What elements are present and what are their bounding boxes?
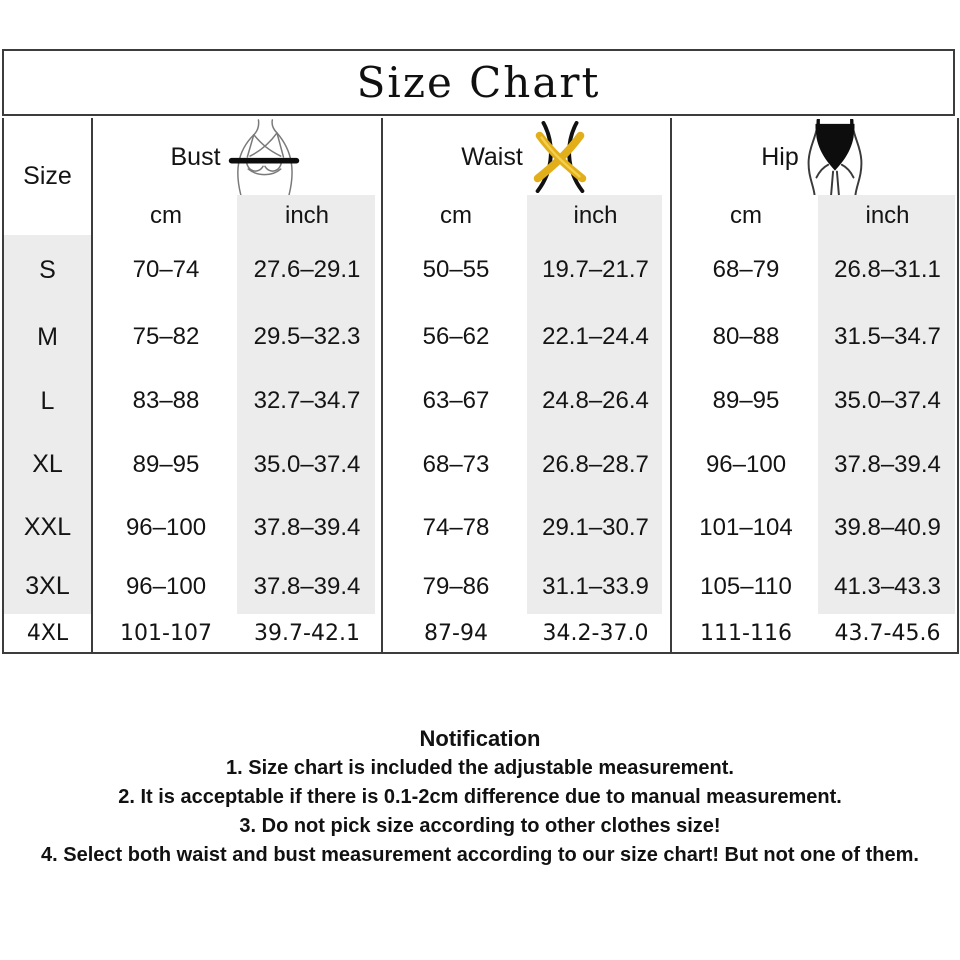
table-cell-bust_cm: 101-107 <box>120 620 212 646</box>
table-cell-waist_inch: 24.8–26.4 <box>542 387 649 414</box>
table-cell-hip_cm: 101–104 <box>699 513 793 541</box>
table-cell-bust_inch: 35.0–37.4 <box>253 450 361 478</box>
table-cell-bust_inch: 37.8–39.4 <box>253 572 361 600</box>
table-cell-hip_cm: 68–79 <box>712 256 780 283</box>
table-cell-waist_cm: 56–62 <box>422 323 490 350</box>
bust-group-header <box>93 118 379 196</box>
table-cell-bust_inch: 39.7-42.1 <box>254 620 360 646</box>
notification-section <box>0 724 960 870</box>
bust-inch-header: inch <box>284 201 330 229</box>
table-cell-size: XL <box>32 450 63 478</box>
table-cell-waist_inch: 22.1–24.4 <box>542 323 649 350</box>
table-cell-size: L <box>40 386 55 415</box>
table-cell-waist_cm: 68–73 <box>422 450 490 478</box>
table-cell-bust_cm: 75–82 <box>132 323 200 350</box>
table-cell-hip_inch: 35.0–37.4 <box>834 387 941 414</box>
table-cell-size: 4XL <box>26 620 69 646</box>
table-cell-bust_cm: 70–74 <box>132 256 200 283</box>
bust-label: Bust <box>170 142 221 171</box>
table-cell-bust_inch: 29.5–32.3 <box>253 323 361 350</box>
divider-bust-waist <box>381 118 383 652</box>
table-cell-waist_cm: 79–86 <box>422 572 490 600</box>
hip-label: Hip <box>761 142 799 171</box>
table-cell-waist_cm: 63–67 <box>422 387 490 414</box>
table-cell-bust_cm: 96–100 <box>125 572 207 600</box>
table-cell-size: XXL <box>23 513 72 541</box>
divider-waist-hip <box>670 118 672 652</box>
hip-group-header <box>672 118 955 196</box>
notification-item-2: 2. It is acceptable if there is 0.1-2cm difference due to manual measurement. <box>118 786 842 808</box>
divider-size-bust <box>91 118 93 652</box>
table-cell-hip_inch: 43.7-45.6 <box>834 620 941 646</box>
hip-cm-header: cm <box>730 201 762 229</box>
table-cell-hip_inch: 41.3–43.3 <box>834 572 941 600</box>
notification-item-4: 4. Select both waist and bust measurement according to our size chart! But not one of them. <box>41 844 919 866</box>
title-box <box>2 49 955 116</box>
waist-cm-header: cm <box>440 201 472 229</box>
hip-inch-header: inch <box>865 201 910 229</box>
table-row <box>4 433 955 496</box>
table-cell-waist_inch: 29.1–30.7 <box>542 513 649 541</box>
table-cell-hip_cm: 111-116 <box>700 620 792 646</box>
table-cell-hip_cm: 80–88 <box>712 323 780 350</box>
table-cell-bust_cm: 89–95 <box>132 450 200 478</box>
table-cell-waist_inch: 26.8–28.7 <box>542 450 649 478</box>
table-cell-waist_cm: 50–55 <box>422 256 490 283</box>
table-cell-hip_inch: 26.8–31.1 <box>834 256 941 283</box>
table-cell-bust_inch: 27.6–29.1 <box>253 256 361 283</box>
table-row <box>4 559 955 614</box>
waist-group-header <box>383 118 670 196</box>
waist-label: Waist <box>461 142 523 171</box>
table-cell-hip_cm: 105–110 <box>700 572 792 600</box>
notification-item-1: 1. Size chart is included the adjustable measurement. <box>226 757 734 779</box>
table-cell-size: 3XL <box>25 572 70 600</box>
table-cell-hip_inch: 37.8–39.4 <box>834 450 941 478</box>
table-row <box>4 369 955 433</box>
table-row <box>4 305 955 369</box>
table-cell-waist_inch: 34.2-37.0 <box>542 620 649 646</box>
table-cell-waist_cm: 87-94 <box>424 620 488 646</box>
table-cell-size: S <box>39 255 56 284</box>
hip-measure-icon <box>804 119 866 195</box>
table-cell-hip_cm: 96–100 <box>705 450 787 478</box>
table-cell-bust_inch: 32.7–34.7 <box>253 387 361 414</box>
table-row <box>4 235 955 305</box>
table-row <box>4 496 955 559</box>
table-cell-bust_cm: 96–100 <box>125 513 207 541</box>
bust-cm-header: cm <box>150 201 182 229</box>
notification-heading: Notification <box>419 726 541 751</box>
table-cell-bust_cm: 83–88 <box>132 387 200 414</box>
waist-measure-icon <box>528 121 592 193</box>
table-cell-bust_inch: 37.8–39.4 <box>253 513 361 541</box>
page-title: Size Chart <box>356 58 601 107</box>
table-cell-hip_inch: 39.8–40.9 <box>834 513 941 541</box>
table-cell-waist_inch: 19.7–21.7 <box>542 256 649 283</box>
table-row <box>4 614 955 652</box>
waist-inch-header: inch <box>573 201 618 229</box>
size-table <box>2 118 959 654</box>
size-column-header: Size <box>23 162 72 190</box>
table-cell-waist_cm: 74–78 <box>422 513 490 541</box>
table-cell-hip_cm: 89–95 <box>712 387 780 414</box>
table-cell-waist_inch: 31.1–33.9 <box>542 572 649 600</box>
bust-measure-icon <box>226 119 302 195</box>
table-cell-hip_inch: 31.5–34.7 <box>834 323 941 350</box>
notification-item-3: 3. Do not pick size according to other clothes size! <box>239 815 721 837</box>
table-cell-size: M <box>37 322 58 351</box>
